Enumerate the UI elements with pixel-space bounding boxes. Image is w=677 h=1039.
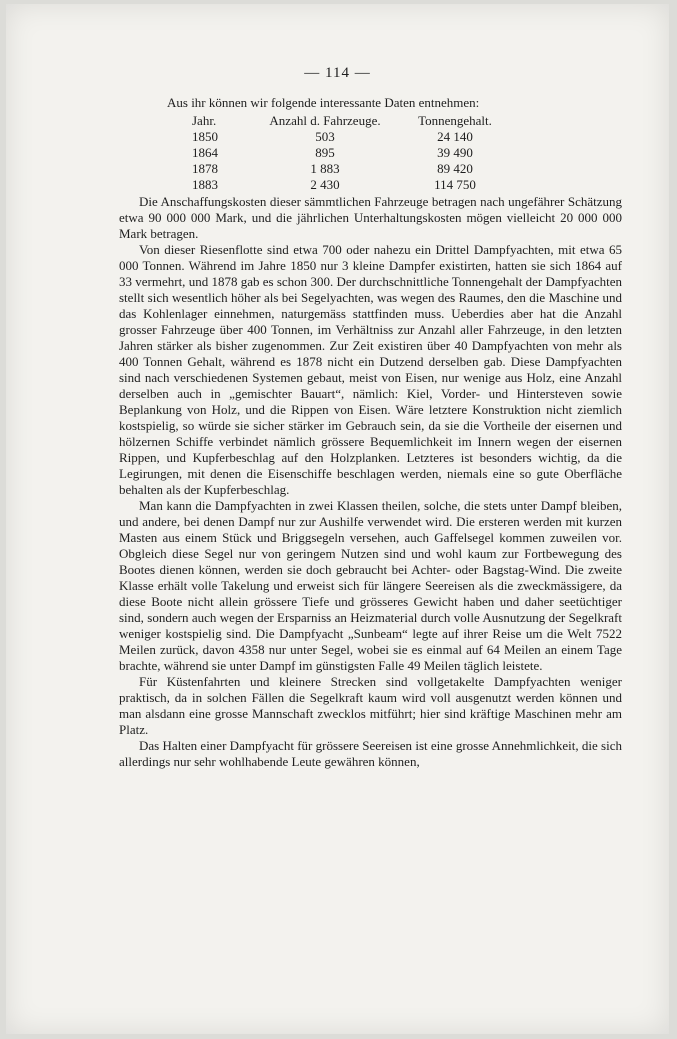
cell-count: 2 430	[310, 177, 340, 192]
cell-year: 1883	[192, 177, 218, 192]
cell-tonnage: 39 490	[437, 145, 473, 160]
table-row	[192, 177, 510, 193]
header-tonnage: Tonnengehalt.	[418, 113, 492, 128]
page-number: — 114 —	[304, 65, 371, 81]
paragraph-sea-voyages: Das Halten einer Dampfyacht für grössere Seereisen ist eine grosse Annehmlichkeit, die sich allerdings nur sehr wohlhabende Leute gewähren können,	[119, 738, 622, 769]
cell-count: 1 883	[310, 161, 340, 176]
cell-tonnage: 89 420	[437, 161, 473, 176]
table-row	[192, 145, 510, 161]
header-vessel-count: Anzahl d. Fahrzeuge.	[269, 113, 381, 128]
table-header-row	[192, 113, 510, 129]
cell-year: 1864	[192, 145, 218, 160]
cell-year: 1850	[192, 129, 218, 144]
paragraph-steam-yachts: Von dieser Riesenflotte sind etwa 700 oder nahezu ein Drittel Dampfyachten, mit etwa 65 000 Tonnen. Während im Jahre 1850 nur 3 kleine Dampfer existirten, hatten sie sich 1864 auf 33 vermehrt, und 1878 gab es schon 300. Der durchschnittliche Tonnengehalt der Dampfyachten stellt sich wesentlich höher als bei Segelyachten, was wegen des Raumes, den die Maschine und das Kohlenlager einnehmen, naturgemäss stattfinden muss. Ueberdies aber hat die Anzahl grosser Fahrzeuge über 400 Tonnen, im Verhältniss zur Anzahl aller Fahrzeuge, in den letzten Jahren stärker als bisher zugenommen. Zur Zeit existiren über 40 Dampfyachten von mehr als 400 Tonnen Gehalt, während es 1878 nicht ein Dutzend derselben gab. Diese Dampfyachten sind nach verschiedenen Systemen gebaut, meist von Eisen, nur wenige aus Holz, eine Anzahl derselben auch in „gemischter Bauart“, nämlich: Kiel, Vorder- und Hintersteven sowie Beplankung von Holz, und die Rippen von Eisen. Wäre letztere Konstruktion nicht ziemlich kostspielig, so würde sie sicher stärker im Gebrauch sein, da sie die Vortheile der eisernen und hölzernen Schiffe verbindet nämlich grössere Bequemlichkeit im Innern wegen der eisernen Rippen, und Kupferbeschlag auf den Holzplanken. Letzteres ist besonders wichtig, da die Legirungen, mit denen die Eisenschiffe beschlagen werden, niemals eine so gute Oberfläche behalten als der Kupferbeschlag.	[119, 242, 622, 497]
paragraph-classes: Man kann die Dampfyachten in zwei Klassen theilen, solche, die stets unter Dampf bleiben, und andere, bei denen Dampf nur zur Aushilfe verwendet wird. Die ersteren werden mit kurzen Masten aus einem Stück und Briggsegeln versehen, auch Gaffelsegel kommen zuweilen vor. Obgleich diese Segel nur von geringem Nutzen sind und wohl kaum zur Fortbewegung des Bootes dienen können, werden sie doch gebraucht bei Achter- oder Bagstag-Wind. Die zweite Klasse erhält volle Takelung und erweist sich für längere Seereisen als die zweckmässigere, da diese Boote nicht allein grössere Tiefe und grösseres Gewicht haben und daher seetüchtiger sind, sondern auch wegen der Ersparniss an Heizmaterial durch volle Ausnutzung der Segelkraft weniger kostspielig sind. Die Dampfyacht „Sunbeam“ legte auf ihrer Reise um die Welt 7522 Meilen zurück, davon 4358 nur unter Segel, wobei sie es einmal auf 64 Meilen an einem Tage brachte, während sie unter Dampf im günstigsten Falle 49 Meilen täglich leistete.	[119, 498, 622, 673]
page-content	[119, 95, 622, 770]
table-row	[192, 129, 510, 145]
cell-tonnage: 114 750	[434, 177, 476, 192]
intro-line: Aus ihr können wir folgende interessante Daten entnehmen:	[167, 95, 480, 110]
cell-tonnage: 24 140	[437, 129, 473, 144]
cell-count: 503	[315, 129, 335, 144]
statistics-table	[192, 113, 510, 193]
paragraph-coastal: Für Küstenfahrten und kleinere Strecken sind vollgetakelte Dampfyachten weniger praktisch, da in solchen Fällen die Segelkraft kaum wird voll ausgenutzt werden können und man alsdann eine grosse Mannschaft zwecklos mitführt; hier sind kräftige Maschinen mehr am Platz.	[119, 674, 622, 737]
cell-year: 1878	[192, 161, 218, 176]
cell-count: 895	[315, 145, 335, 160]
book-page	[6, 4, 669, 1034]
table-row	[192, 161, 510, 177]
paragraph-costs: Die Anschaffungskosten dieser sämmtlichen Fahrzeuge betragen nach ungefährer Schätzung etwa 90 000 000 Mark, und die jährlichen Unterhaltungskosten mögen vielleicht 20 000 000 Mark betragen.	[119, 194, 622, 241]
header-year: Jahr.	[192, 113, 217, 128]
